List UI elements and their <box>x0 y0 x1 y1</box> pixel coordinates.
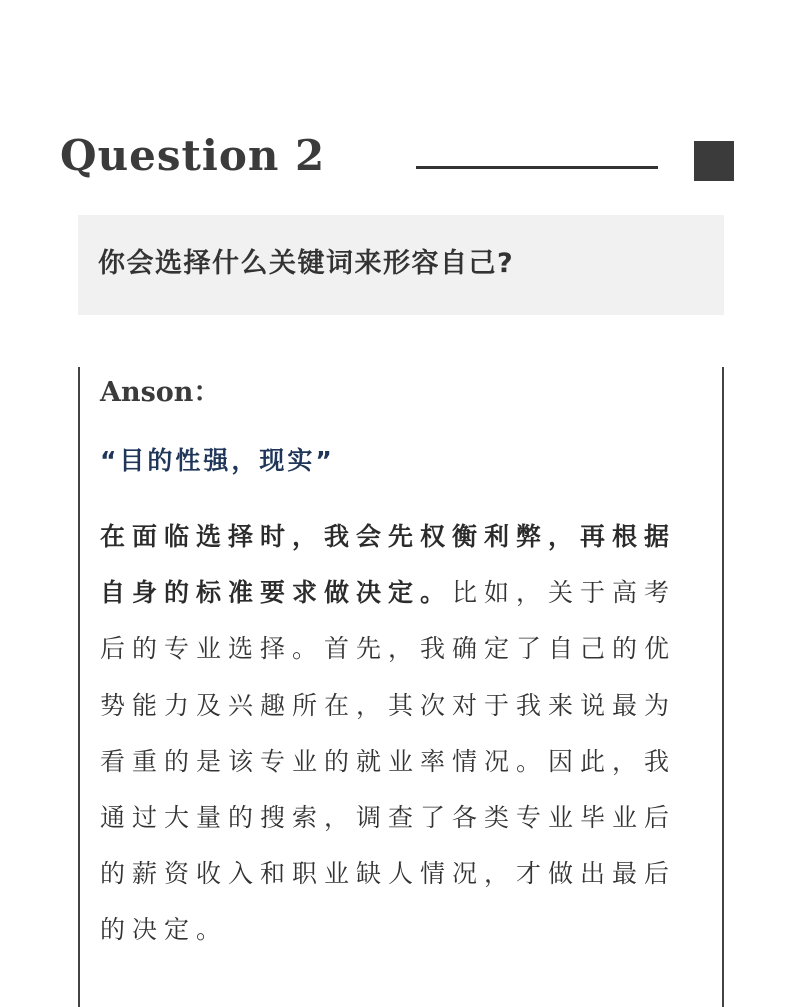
header-square-decoration <box>694 141 734 181</box>
answer-line-normal: 比如，关于高考 <box>452 578 677 608</box>
answer-line-normal: 后的专业选择。首先，我确定了自己的优 <box>100 634 677 664</box>
page-title: Question 2 <box>60 131 326 180</box>
question-text: 你会选择什么关键词来形容自己? <box>98 248 515 279</box>
header-divider-line <box>416 166 658 169</box>
answer-line-normal: 的决定。 <box>100 915 229 945</box>
answer-line <box>100 790 706 846</box>
answer-line <box>100 509 706 565</box>
speaker-name: Anson： <box>100 377 221 408</box>
answer-line-bold: 自身的标准要求做决定。 <box>100 578 453 608</box>
answer-line <box>100 621 706 677</box>
answer-line <box>100 902 706 958</box>
answer-line-normal: 的薪资收入和职业缺人情况，才做出最后 <box>100 859 677 889</box>
answer-line-normal: 势能力及兴趣所在，其次对于我来说最为 <box>100 690 677 720</box>
answer-panel <box>78 367 724 1007</box>
answer-line <box>100 678 706 734</box>
answer-body <box>100 509 706 959</box>
answer-line <box>100 734 706 790</box>
answer-line <box>100 846 706 902</box>
answer-line <box>100 565 706 621</box>
answer-line-normal: 看重的是该专业的就业率情况。因此，我 <box>100 746 677 776</box>
answer-line-bold: 在面临选择时，我会先权衡利弊，再根据 <box>100 522 677 551</box>
answer-keyword: “目的性强，现实” <box>100 446 335 475</box>
answer-line-normal: 通过大量的搜索，调查了各类专业毕业后 <box>100 803 677 833</box>
question-box <box>78 215 724 315</box>
